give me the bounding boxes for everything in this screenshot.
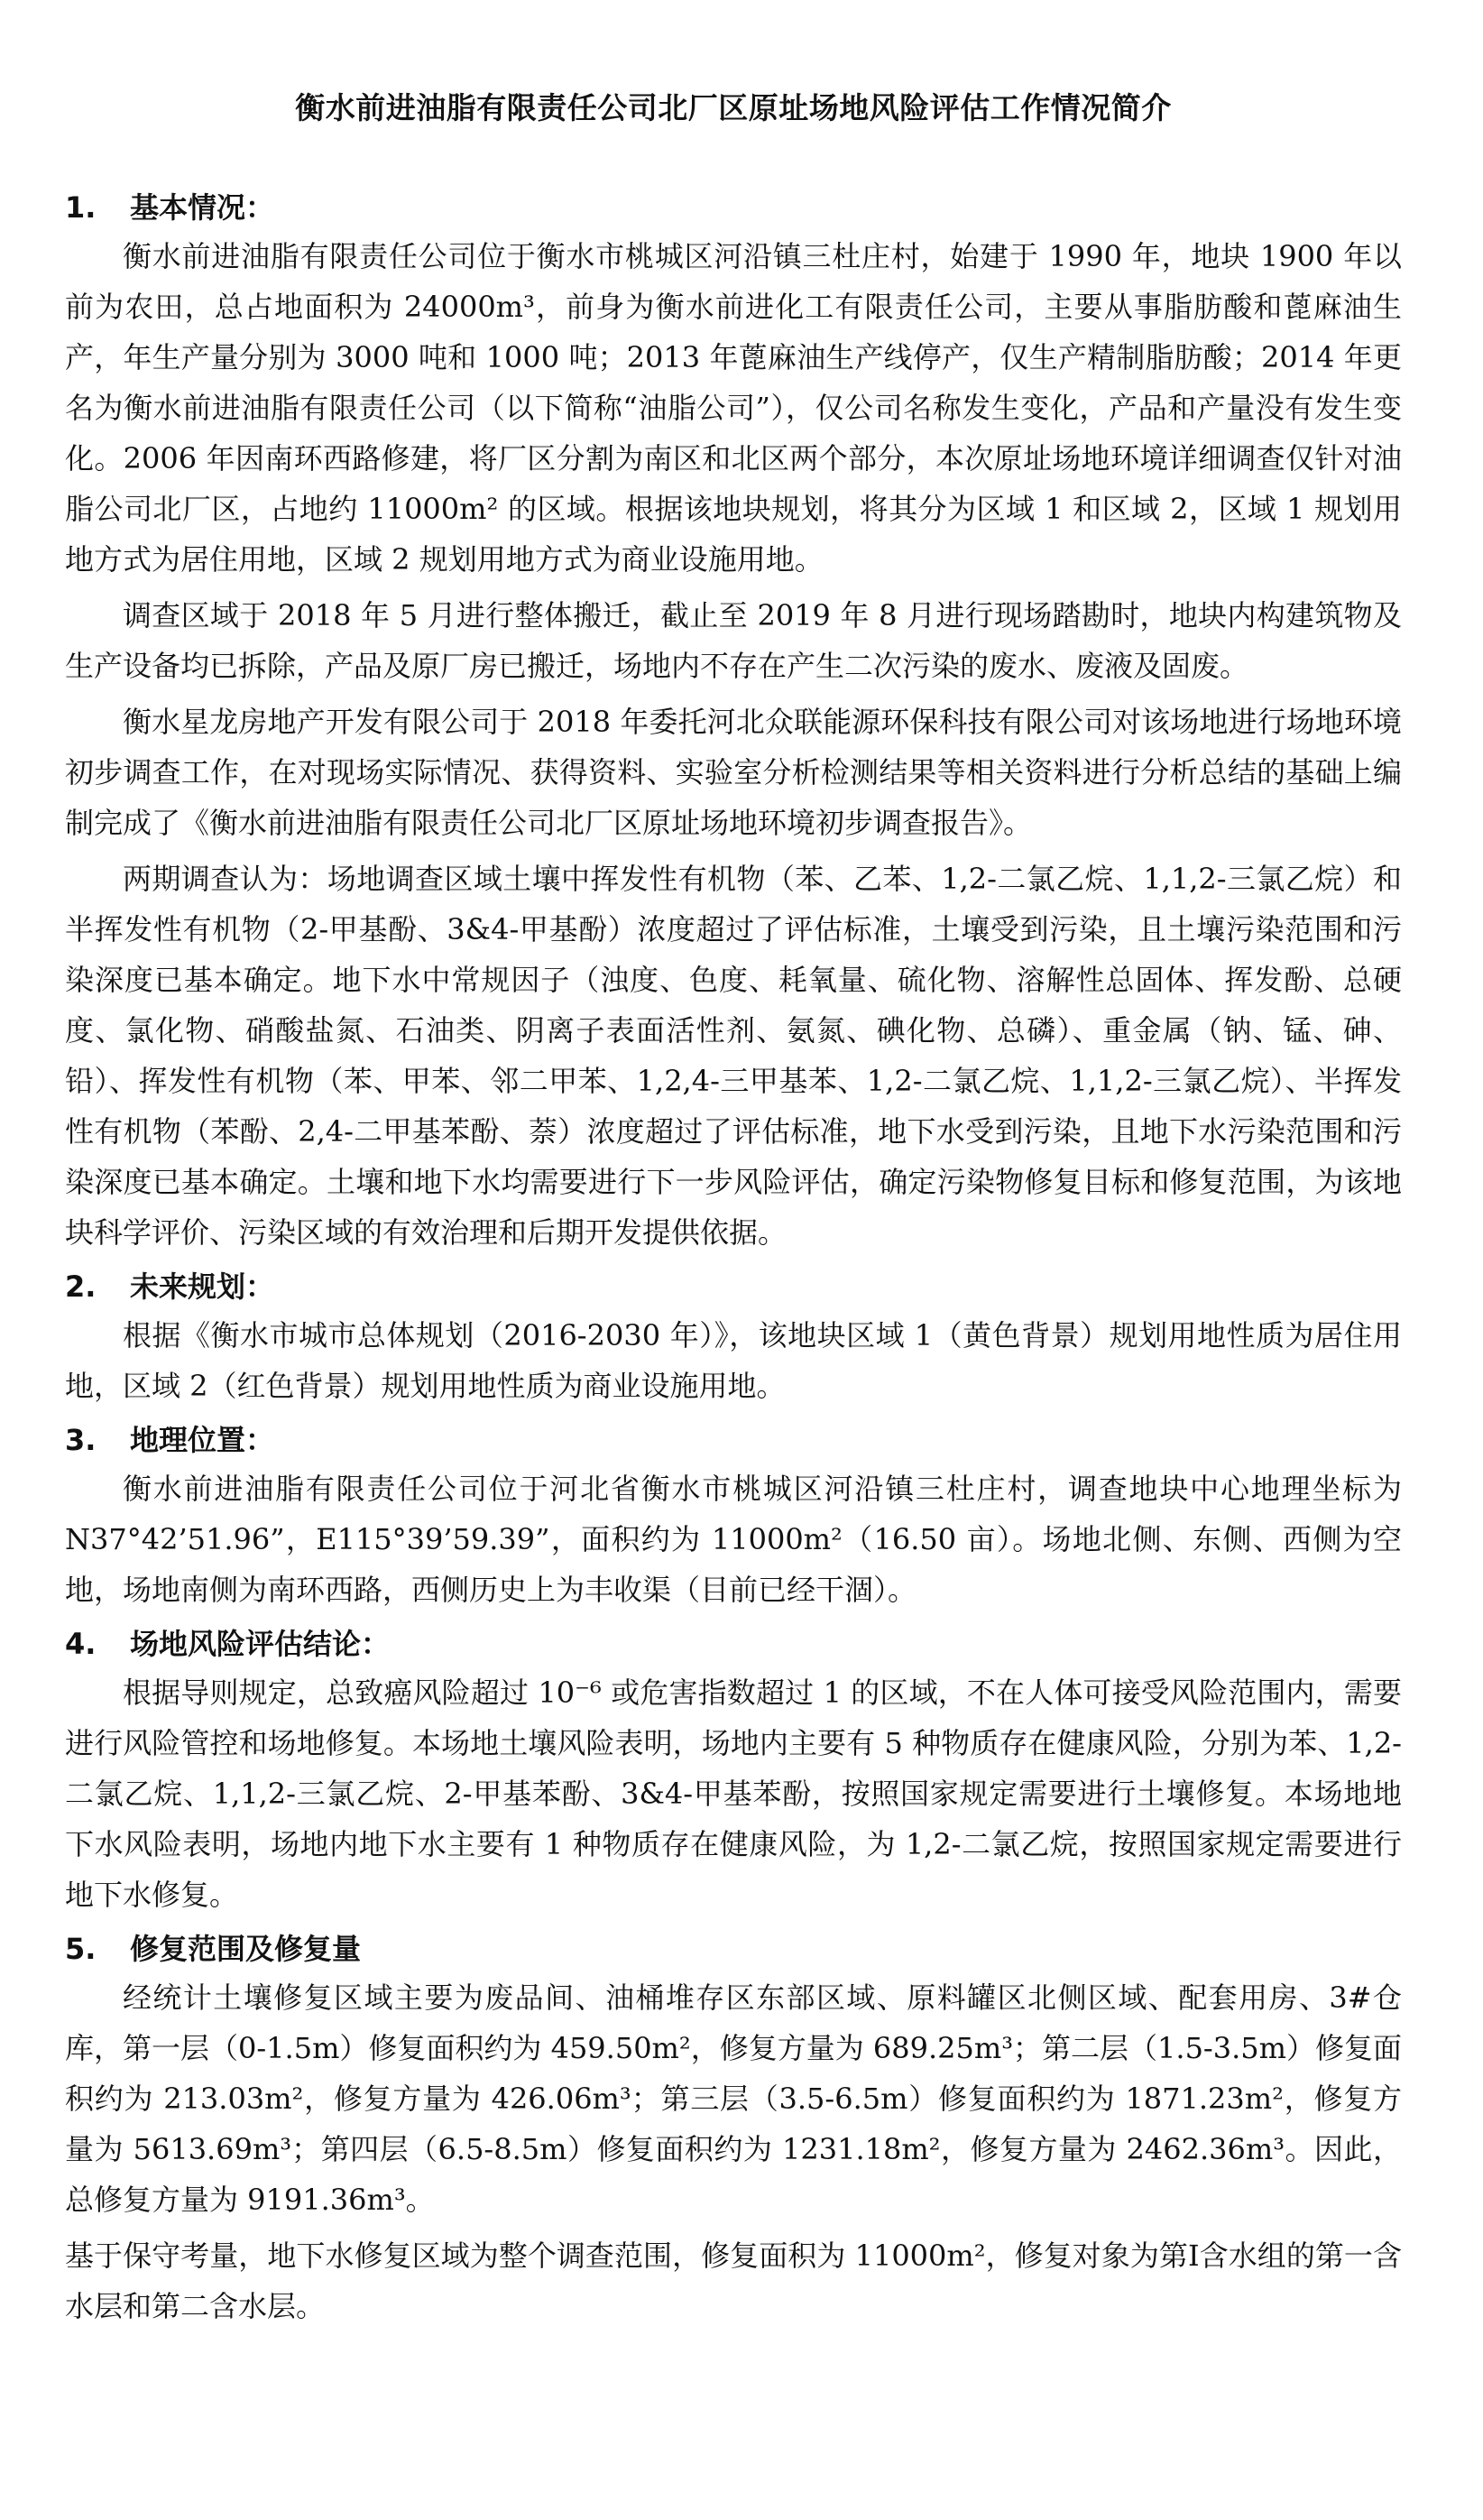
section-heading xyxy=(65,184,1402,231)
section-remediation-scope xyxy=(65,1925,1402,2331)
section-basic-info xyxy=(65,184,1402,1258)
document-title: 衡水前进油脂有限责任公司北厂区原址场地风险评估工作情况简介 xyxy=(295,90,1172,125)
closing-paragraph: 基于保守考量，地下水修复区域为整个调查范围，修复面积为 11000m²，修复对象为第Ⅰ含水组的第一含水层和第二含水层。 xyxy=(65,2238,1402,2323)
section-heading-text: 未来规划： xyxy=(130,1269,275,1304)
section-future-plan xyxy=(65,1263,1402,1411)
section-heading xyxy=(65,1925,1402,1972)
paragraph: 根据导则规定，总致癌风险超过 10⁻⁶ 或危害指数超过 1 的区域，不在人体可接受风险范围内，需要进行风险管控和场地修复。本场地土壤风险表明，场地内主要有 5 种物质存在健康风险，分别为苯、1,2-二氯乙烷、1,1,2-三氯乙烷、2-甲基苯酚、3&4-甲基苯酚，按照国家规定需要进行土壤修复。本场地地下水风险表明，场地内地下水主要有 1 种物质存在健康风险，为 1,2-二氯乙烷，按照国家规定需要进行地下水修复。 xyxy=(65,1675,1402,1912)
section-risk-conclusion xyxy=(65,1620,1402,1920)
paragraph: 衡水前进油脂有限责任公司位于河北省衡水市桃城区河沿镇三杜庄村，调查地块中心地理坐标为 N37°42’51.96”，E115°39’59.39”，面积约为 11000m²（16.50 亩）。场地北侧、东侧、西侧为空地，场地南侧为南环西路，西侧历史上为丰收渠（目前已经干涸）。 xyxy=(65,1472,1402,1607)
section-heading-text: 基本情况： xyxy=(130,190,275,225)
paragraph: 衡水星龙房地产开发有限公司于 2018 年委托河北众联能源环保科技有限公司对该场地进行场地环境初步调查工作，在对现场实际情况、获得资料、实验室分析检测结果等相关资料进行分析总结的基础上编制完成了《衡水前进油脂有限责任公司北厂区原址场地环境初步调查报告》。 xyxy=(65,705,1402,840)
section-number: 1. xyxy=(65,190,97,225)
section-heading-text: 场地风险评估结论： xyxy=(130,1627,391,1661)
section-heading xyxy=(65,1620,1402,1667)
section-heading-text: 修复范围及修复量 xyxy=(130,1932,362,1966)
section-number: 3. xyxy=(65,1423,97,1457)
section-location xyxy=(65,1417,1402,1615)
section-heading-text: 地理位置： xyxy=(130,1423,275,1457)
paragraph: 调查区域于 2018 年 5 月进行整体搬迁，截止至 2019 年 8 月进行现场踏勘时，地块内构建筑物及生产设备均已拆除，产品及原厂房已搬迁，场地内不存在产生二次污染的废水、废液及固废。 xyxy=(65,598,1402,683)
paragraph: 两期调查认为：场地调查区域土壤中挥发性有机物（苯、乙苯、1,2-二氯乙烷、1,1,2-三氯乙烷）和半挥发性有机物（2-甲基酚、3&4-甲基酚）浓度超过了评估标准，土壤受到污染，且土壤污染范围和污染深度已基本确定。地下水中常规因子（浊度、色度、耗氧量、硫化物、溶解性总固体、挥发酚、总硬度、氯化物、硝酸盐氮、石油类、阴离子表面活性剂、氨氮、碘化物、总磷）、重金属（钠、锰、砷、铅）、挥发性有机物（苯、甲苯、邻二甲苯、1,2,4-三甲基苯、1,2-二氯乙烷、1,1,2-三氯乙烷）、半挥发性有机物（苯酚、2,4-二甲基苯酚、萘）浓度超过了评估标准，地下水受到污染，且地下水污染范围和污染深度已基本确定。土壤和地下水均需要进行下一步风险评估，确定污染物修复目标和修复范围，为该地块科学评价、污染区域的有效治理和后期开发提供依据。 xyxy=(65,862,1402,1250)
section-number: 2. xyxy=(65,1269,97,1304)
paragraph: 衡水前进油脂有限责任公司位于衡水市桃城区河沿镇三杜庄村，始建于 1990 年，地块 1900 年以前为农田，总占地面积为 24000m³，前身为衡水前进化工有限责任公司，主要从事脂肪酸和蓖麻油生产，年生产量分别为 3000 吨和 1000 吨；2013 年蓖麻油生产线停产，仅生产精制脂肪酸；2014 年更名为衡水前进油脂有限责任公司（以下简称“油脂公司”），仅公司名称发生变化，产品和产量没有发生变化。2006 年因南环西路修建，将厂区分割为南区和北区两个部分，本次原址场地环境详细调查仅针对油脂公司北厂区，占地约 11000m² 的区域。根据该地块规划，将其分为区域 1 和区域 2，区域 1 规划用地方式为居住用地，区域 2 规划用地方式为商业设施用地。 xyxy=(65,239,1402,577)
section-heading xyxy=(65,1263,1402,1310)
paragraph: 经统计土壤修复区域主要为废品间、油桶堆存区东部区域、原料罐区北侧区域、配套用房、3#仓库，第一层（0-1.5m）修复面积约为 459.50m²，修复方量为 689.25m³；第二层（1.5-3.5m）修复面积约为 213.03m²，修复方量为 426.06m³；第三层（3.5-6.5m）修复面积约为 1871.23m²，修复方量为 5613.69m³；第四层（6.5-8.5m）修复面积约为 1231.18m²，修复方量为 2462.36m³。因此，总修复方量为 9191.36m³。 xyxy=(65,1980,1402,2217)
section-number: 4. xyxy=(65,1627,97,1661)
section-heading xyxy=(65,1417,1402,1463)
paragraph: 根据《衡水市城市总体规划（2016-2030 年）》，该地块区域 1（黄色背景）规划用地性质为居住用地，区域 2（红色背景）规划用地性质为商业设施用地。 xyxy=(65,1318,1402,1403)
section-number: 5. xyxy=(65,1932,97,1966)
